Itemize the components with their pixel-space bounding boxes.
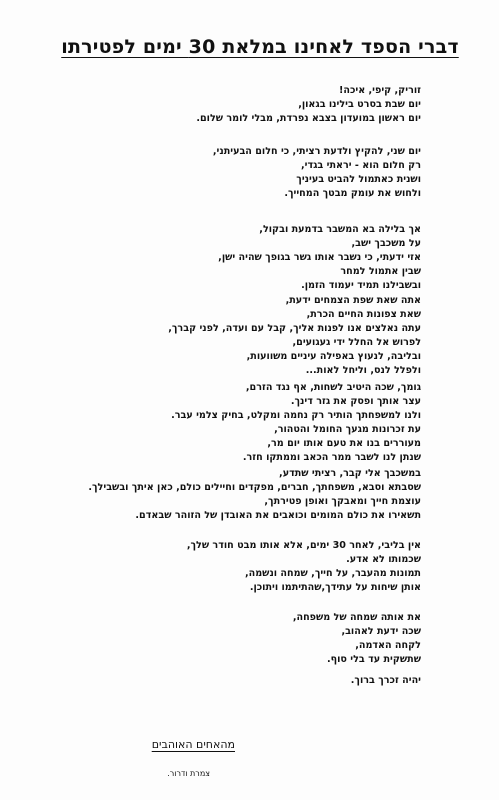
signature-names: צמרת ודרור. [167,769,210,778]
stanza-5 [91,381,421,465]
stanza-1 [91,84,421,126]
poem-line: אך בלילה בא המשבר בדמעת ובקול, [259,224,421,235]
stanza-2 [91,145,421,201]
poem-line: עתה נאלצים אנו לפנות אליך, קבל עם ועדה, לפני קברך, [168,323,421,334]
poem-line: במשכבך אלי קבר, רציתי שתדע, [279,468,421,479]
poem-line: ולנו למשפחתך הותיר רק נחמה ומקלט, בחיק צלמי עבר. [171,410,421,421]
poem-line: ולפלל לנס, וליחל לאות... [305,365,421,376]
stanza-3 [91,223,421,293]
poem-line: שאת צפונות החיים הכרת, [306,309,421,320]
poem-line: אזי ידעתי, כי נשבר אותו גשר בגופך שהיה ישן, [218,252,421,263]
poem-line: ובשבילנו תמיד יעמוד הזמן. [301,280,421,291]
poem-line: תשאירו את כולם המומים וכואבים את האובדן של הזוהר שבאדם. [135,510,421,521]
poem-line: שבין אתמול למחר [340,266,421,277]
poem-line: רק חלום הוא - יראתי בגדי, [301,160,421,171]
poem-line: לפרוש אל החלל ידי געגועים, [292,337,421,348]
poem-line: עצר אותך ופסק את גזר דינך. [290,396,421,407]
poem-line: אתה שאת שפת הצמחים ידעת, [285,295,421,306]
document-title: דברי הספד לאחינו במלאת 30 ימים לפטירתו [61,36,459,58]
stanza-8 [91,611,421,667]
poem-line: יום ראשון במועדון בצבא נפרדת, מבלי לומר שלום. [196,113,421,124]
poem-line: עוצמת חייך ומאבקך ואופן פטירתך, [264,496,421,507]
poem-line: גומך, שכה היטיב לשחות, אף נגד הזרם, [245,382,421,393]
poem-line: שכמותו לא אדע. [346,554,421,565]
poem-line: על משכבך ישב, [351,238,421,249]
poem-line: ולחוש את עומק מבטך המחייך. [284,188,421,199]
stanza-6 [88,467,421,523]
poem-line: יום שבת בסרט בילינו בגאון, [298,99,421,110]
closing-line: יהיה זכרך ברוך. [350,675,421,686]
poem-line: ושנית כאתמול להביט בעיניך [296,174,421,185]
poem-line: עת זכרונות מגעך החומל והטהור, [274,424,421,435]
poem-line: אותן שיחות על עתידך,שהתיתמו ויתוכן. [249,582,421,593]
poem-line: שנתן לנו לשבר ממר הכאב וממתקו חזר. [242,452,421,463]
signature-from: מהאחים האוהבים [151,738,235,751]
poem-line: יום שני, להקיץ ולדעת רציתי, כי חלום הבעיתני, [212,146,421,157]
poem-line: לקחה האדמה, [355,640,421,651]
stanza-4 [91,294,421,378]
stanza-9 [91,674,421,688]
poem-line: שתשקית עד בלי סוף. [326,654,421,665]
stanza-7 [91,539,421,595]
poem-line: את אותה שמחה של משפחה, [292,612,421,623]
poem-line: מעוררים בנו את טעם אותו יום מר, [267,438,421,449]
poem-line: ובליבה, לנעוץ באפילה עיניים משוועות, [246,351,421,362]
poem-line: אין בליבי, לאחר 30 ימים, אלא אותו מבט חודר שלך, [186,540,421,551]
poem-line: זוריק, קיפי, איכה! [338,85,421,96]
poem-line: תמונות מהעבר, על חייך, שמחה ונשמה, [245,568,421,579]
poem-line: שסבתא וסבא, משפחתך, חברים, מפקדים וחיילים כולם, כאן איתך ובשבילך. [88,482,421,493]
poem-line: שכה ידעת לאהוב, [341,626,421,637]
